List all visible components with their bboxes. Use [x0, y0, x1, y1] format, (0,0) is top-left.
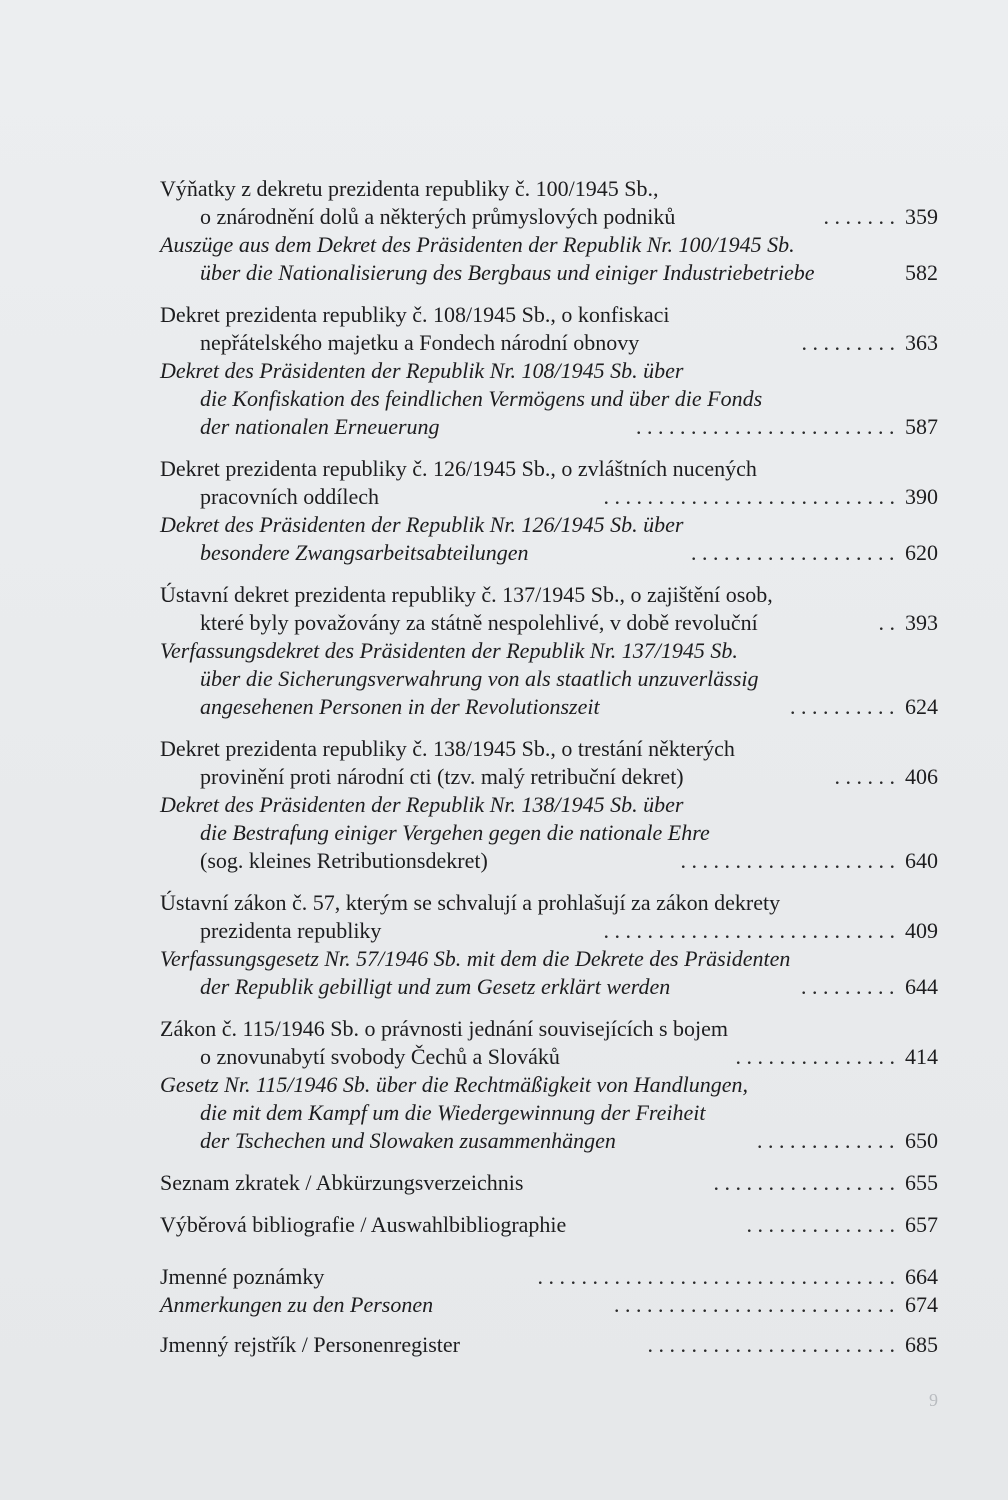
leader-dots: . . . . . . . . . . . . . . . . . . .: [691, 540, 895, 565]
toc-line-text: Jmenné poznámky: [160, 1264, 325, 1289]
toc-line: [160, 763, 938, 791]
toc-page-number: 414: [905, 1044, 938, 1069]
toc-line-text: Gesetz Nr. 115/1946 Sb. über die Rechtmäßigkeit von Handlungen,: [160, 1072, 748, 1097]
toc-line-text: Ústavní zákon č. 57, kterým se schvalují a prohlašují za zákon dekrety: [160, 890, 781, 915]
toc-line-text: Dekret prezidenta republiky č. 108/1945 Sb., o konfiskaci: [160, 302, 670, 327]
toc-entry: [160, 301, 938, 441]
toc-line-text: besondere Zwangsarbeitsabteilungen: [200, 540, 529, 565]
toc-line: [160, 175, 938, 203]
leader-dots: . . . . . . . . . . . . . . . . . . . . . . . . . . .: [603, 918, 895, 943]
toc-entry: [160, 889, 938, 1001]
toc-line-text: Ústavní dekret prezidenta republiky č. 137/1945 Sb., o zajištění osob,: [160, 582, 773, 607]
toc-line-text: der Republik gebilligt und zum Gesetz erklärt werden: [200, 974, 671, 999]
toc-line-text: Jmenný rejstřík / Personenregister: [160, 1332, 460, 1357]
toc-line-text: über die Sicherungsverwahrung von als staatlich unzuverlässig: [200, 666, 759, 691]
toc-page-number: 650: [905, 1128, 938, 1153]
toc-line: [160, 889, 938, 917]
entry-gap: [160, 875, 938, 889]
toc-line: [160, 1127, 938, 1155]
toc-line: [160, 357, 938, 385]
toc-line: [160, 1211, 938, 1239]
toc-line: [160, 231, 938, 259]
leader-dots: . . . . . . . . . . . . . . . . . . . . . . . .: [636, 414, 895, 439]
toc-line: [160, 301, 938, 329]
toc-line: [160, 385, 938, 413]
toc-line: [160, 455, 938, 483]
toc-page-number: 624: [905, 694, 938, 719]
toc-line-text: Seznam zkratek / Abkürzungsverzeichnis: [160, 1170, 524, 1195]
toc-line: [160, 413, 938, 441]
leader-dots: . . . . . . . . . . . . . . . . . . . .: [680, 848, 895, 873]
leader-dots: . . . . . . . . . .: [790, 694, 895, 719]
toc-page-number: 644: [905, 974, 938, 999]
toc-entry: [160, 175, 938, 287]
toc-line-text: Verfassungsdekret des Präsidenten der Republik Nr. 137/1945 Sb.: [160, 638, 738, 663]
toc-line: [160, 1071, 938, 1099]
toc-entry: [160, 581, 938, 721]
table-of-contents: [160, 175, 938, 1359]
toc-entry: [160, 1169, 938, 1197]
toc-line-text: které byly považovány za státně nespolehlivé, v době revoluční: [200, 610, 758, 635]
toc-page-number: 587: [905, 414, 938, 439]
toc-page-number: 685: [905, 1332, 938, 1357]
entry-gap: [160, 1239, 938, 1263]
entry-gap: [160, 1197, 938, 1211]
leader-dots: . . . . . . . . . . . . . .: [746, 1212, 895, 1237]
toc-line-text: Výňatky z dekretu prezidenta republiky č. 100/1945 Sb.,: [160, 176, 659, 201]
toc-line: [160, 791, 938, 819]
toc-page-number: 409: [905, 918, 938, 943]
leader-dots: . . . . . . . . .: [801, 330, 895, 355]
toc-page-number: 640: [905, 848, 938, 873]
toc-page-number: 657: [905, 1212, 938, 1237]
toc-line-text: Dekret prezidenta republiky č. 126/1945 Sb., o zvláštních nucených: [160, 456, 757, 481]
toc-line-text: o znárodnění dolů a některých průmyslových podniků: [200, 204, 676, 229]
toc-line-text: Zákon č. 115/1946 Sb. o právnosti jednání souvisejících s bojem: [160, 1016, 729, 1041]
entry-gap: [160, 567, 938, 581]
leader-dots: . . . . . . . . . . . . . . . . . . . . . . .: [647, 1332, 895, 1357]
leader-dots: . . . . . . . . . . . . . . . . . . . . . . . . . . . . . . . . .: [537, 1264, 895, 1289]
toc-line: [160, 203, 938, 231]
entry-gap: [160, 1319, 938, 1331]
toc-line-text: Dekret prezidenta republiky č. 138/1945 Sb., o trestání některých: [160, 736, 735, 761]
toc-line: [160, 735, 938, 763]
toc-line: [160, 581, 938, 609]
page-number: 9: [929, 1390, 938, 1410]
toc-line-text: provinění proti národní cti (tzv. malý retribuční dekret): [200, 764, 684, 789]
toc-page-number: 390: [905, 484, 938, 509]
toc-line: [160, 1331, 938, 1359]
toc-entry: [160, 1015, 938, 1155]
toc-entry: [160, 1331, 938, 1359]
leader-dots: . . . . . . . . . . . . . . . . . . . . . . . . . . .: [603, 484, 895, 509]
toc-page-number: 582: [905, 260, 938, 285]
toc-line-text: der Tschechen und Slowaken zusammenhängen: [200, 1128, 616, 1153]
toc-page-number: 359: [905, 204, 938, 229]
toc-line-text: pracovních oddílech: [200, 484, 379, 509]
toc-line: [160, 917, 938, 945]
toc-line: [160, 819, 938, 847]
toc-line: [160, 945, 938, 973]
entry-gap: [160, 1001, 938, 1015]
toc-line-text: Dekret des Präsidenten der Republik Nr. 126/1945 Sb. über: [160, 512, 684, 537]
leader-dots: . . . . . . .: [823, 204, 895, 229]
toc-line-text: Výběrová bibliografie / Auswahlbibliographie: [160, 1212, 567, 1237]
toc-line: [160, 1015, 938, 1043]
toc-page-number: 620: [905, 540, 938, 565]
toc-line: [160, 1169, 938, 1197]
toc-page-number: 674: [905, 1292, 938, 1317]
toc-page-number: 393: [905, 610, 938, 635]
leader-dots: . . . . . . . . . . . . . . . . .: [713, 1170, 895, 1195]
toc-line: [160, 1263, 938, 1291]
toc-line: [160, 511, 938, 539]
toc-line-text: (sog. kleines Retributionsdekret): [200, 848, 488, 873]
leader-dots: . . . . . .: [834, 764, 895, 789]
toc-line: [160, 539, 938, 567]
toc-line-text: nepřátelského majetku a Fondech národní obnovy: [200, 330, 640, 355]
toc-page-number: 655: [905, 1170, 938, 1195]
toc-line-text: die Konfiskation des feindlichen Vermögens und über die Fonds: [200, 386, 763, 411]
toc-line-text: angesehenen Personen in der Revolutionszeit: [200, 694, 600, 719]
leader-dots: . .: [878, 610, 895, 635]
toc-entry: [160, 1263, 938, 1319]
toc-line-text: o znovunabytí svobody Čechů a Slováků: [200, 1044, 560, 1069]
toc-line-text: die Bestrafung einiger Vergehen gegen die nationale Ehre: [200, 820, 710, 845]
entry-gap: [160, 1155, 938, 1169]
toc-line-text: der nationalen Erneuerung: [200, 414, 440, 439]
toc-line: [160, 1291, 938, 1319]
toc-line: [160, 483, 938, 511]
leader-dots: . . . . . . . . . . . . . . .: [735, 1044, 895, 1069]
toc-line: [160, 1099, 938, 1127]
entry-gap: [160, 287, 938, 301]
toc-line: [160, 665, 938, 693]
toc-entry: [160, 455, 938, 567]
toc-line: [160, 693, 938, 721]
toc-line: [160, 329, 938, 357]
toc-line-text: Anmerkungen zu den Personen: [160, 1292, 434, 1317]
toc-line-text: Dekret des Präsidenten der Republik Nr. 138/1945 Sb. über: [160, 792, 684, 817]
toc-line: [160, 609, 938, 637]
toc-line: [160, 637, 938, 665]
entry-gap: [160, 441, 938, 455]
toc-line: [160, 973, 938, 1001]
toc-page-number: 664: [905, 1264, 938, 1289]
entry-gap: [160, 721, 938, 735]
toc-line: [160, 259, 938, 287]
toc-line: [160, 1043, 938, 1071]
toc-line-text: Verfassungsgesetz Nr. 57/1946 Sb. mit dem die Dekrete des Präsidenten: [160, 946, 791, 971]
leader-dots: . . . . . . . . . . . . .: [757, 1128, 895, 1153]
toc-line-text: die mit dem Kampf um die Wiedergewinnung der Freiheit: [200, 1100, 706, 1125]
toc-line-text: Auszüge aus dem Dekret des Präsidenten der Republik Nr. 100/1945 Sb.: [160, 232, 795, 257]
toc-entry: [160, 735, 938, 875]
leader-dots: . . . . . . . . .: [801, 974, 895, 999]
toc-entry: [160, 1211, 938, 1239]
toc-page-number: 363: [905, 330, 938, 355]
toc-line: [160, 847, 938, 875]
toc-line-text: über die Nationalisierung des Bergbaus und einiger Industriebetriebe: [200, 260, 815, 285]
toc-line-text: prezidenta republiky: [200, 918, 382, 943]
toc-line-text: Dekret des Präsidenten der Republik Nr. 108/1945 Sb. über: [160, 358, 684, 383]
toc-page-number: 406: [905, 764, 938, 789]
leader-dots: . . . . . . . . . . . . . . . . . . . . . . . . . .: [614, 1292, 895, 1317]
